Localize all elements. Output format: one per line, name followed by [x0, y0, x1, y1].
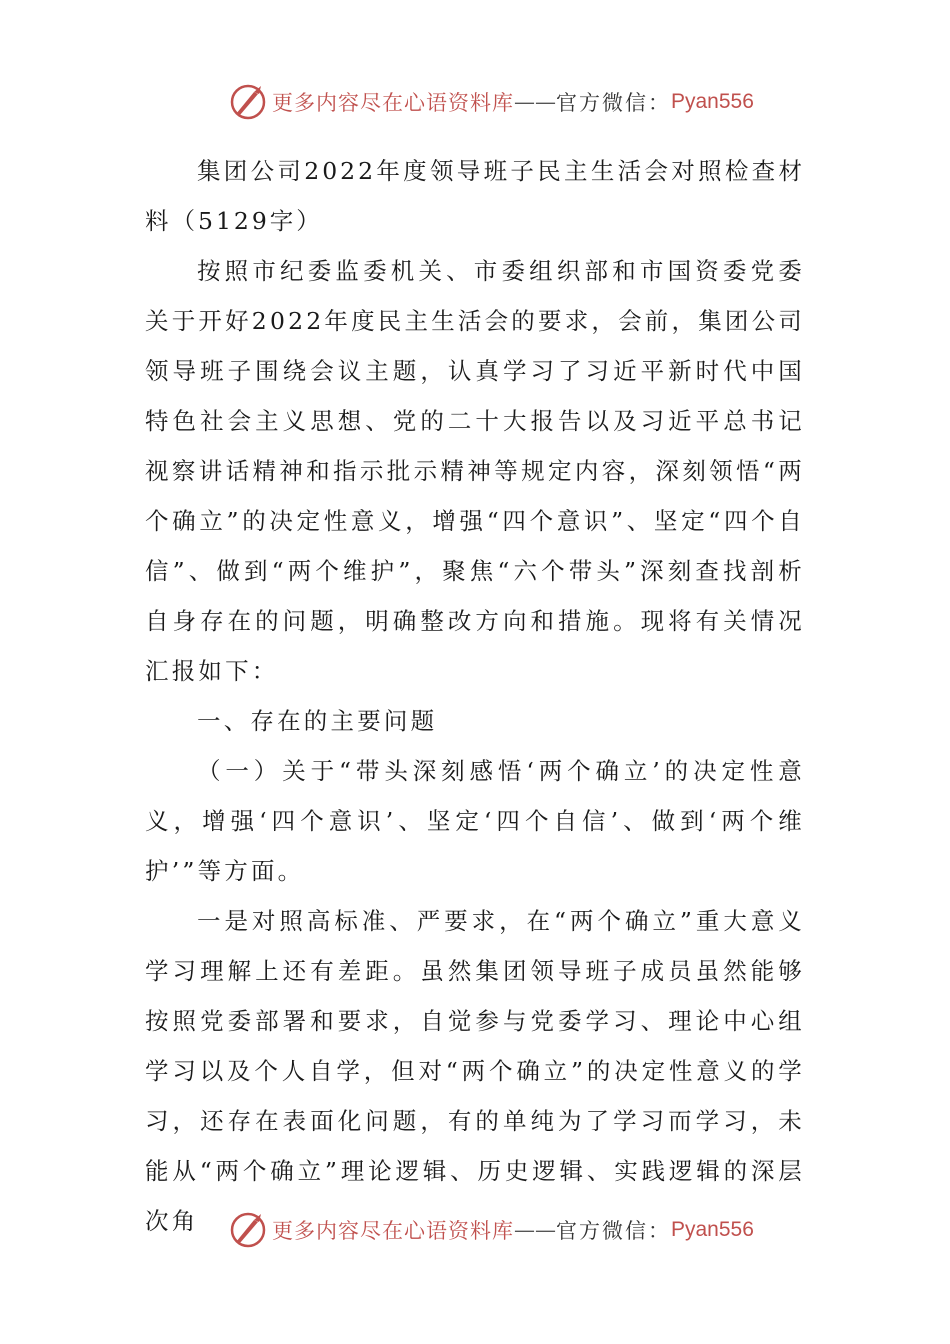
quill-logo-icon	[228, 82, 268, 122]
banner-wechat-id: Pyan556	[671, 90, 754, 113]
banner-official-label: 官方微信：	[556, 1219, 671, 1243]
document-body	[145, 146, 805, 1246]
footer-banner	[228, 1208, 754, 1252]
section-heading: 一、存在的主要问题	[197, 707, 438, 735]
quill-logo-icon	[228, 1210, 268, 1250]
document-title: 集团公司2022年度领导班子民主生活会对照检查材料（5129字）	[145, 157, 805, 235]
banner-brand: 更多内容尽在心语资料库	[272, 91, 514, 115]
paragraph-intro: 按照市纪委监委机关、市委组织部和市国资委党委关于开好2022年度民主生活会的要求，会前，集团公司领导班子围绕会议主题，认真学习了习近平新时代中国特色社会主义思想、党的二十大报告以及习近平总书记视察讲话精神和指示批示精神等规定内容，深刻领悟“两个确立”的决定性意义，增强“四个意识”、坚定“四个自信”、做到“两个维护”，聚焦“六个带头”深刻查找剖析自身存在的问题，明确整改方向和措施。现将有关情况汇报如下：	[145, 257, 806, 685]
banner-dash: ——	[514, 1218, 556, 1242]
banner-dash: ——	[514, 90, 556, 114]
paragraph-point-one: 一是对照高标准、严要求，在“两个确立”重大意义学习理解上还有差距。虽然集团领导班子成员虽然能够按照党委部署和要求，自觉参与党委学习、理论中心组学习以及个人自学，但对“两个确立”的决定性意义的学习，还存在表面化问题，有的单纯为了学习而学习，未能从“两个确立”理论逻辑、历史逻辑、实践逻辑的深层次角	[145, 907, 805, 1235]
banner-brand: 更多内容尽在心语资料库	[272, 1219, 514, 1243]
subsection-heading: （一）关于“带头深刻感悟‘两个确立’的决定性意义，增强‘四个意识’、坚定‘四个自信’、做到‘两个维护’”等方面。	[145, 757, 805, 885]
banner-wechat-id: Pyan556	[671, 1218, 754, 1241]
banner-official-label: 官方微信：	[556, 91, 671, 115]
header-banner	[228, 80, 754, 124]
